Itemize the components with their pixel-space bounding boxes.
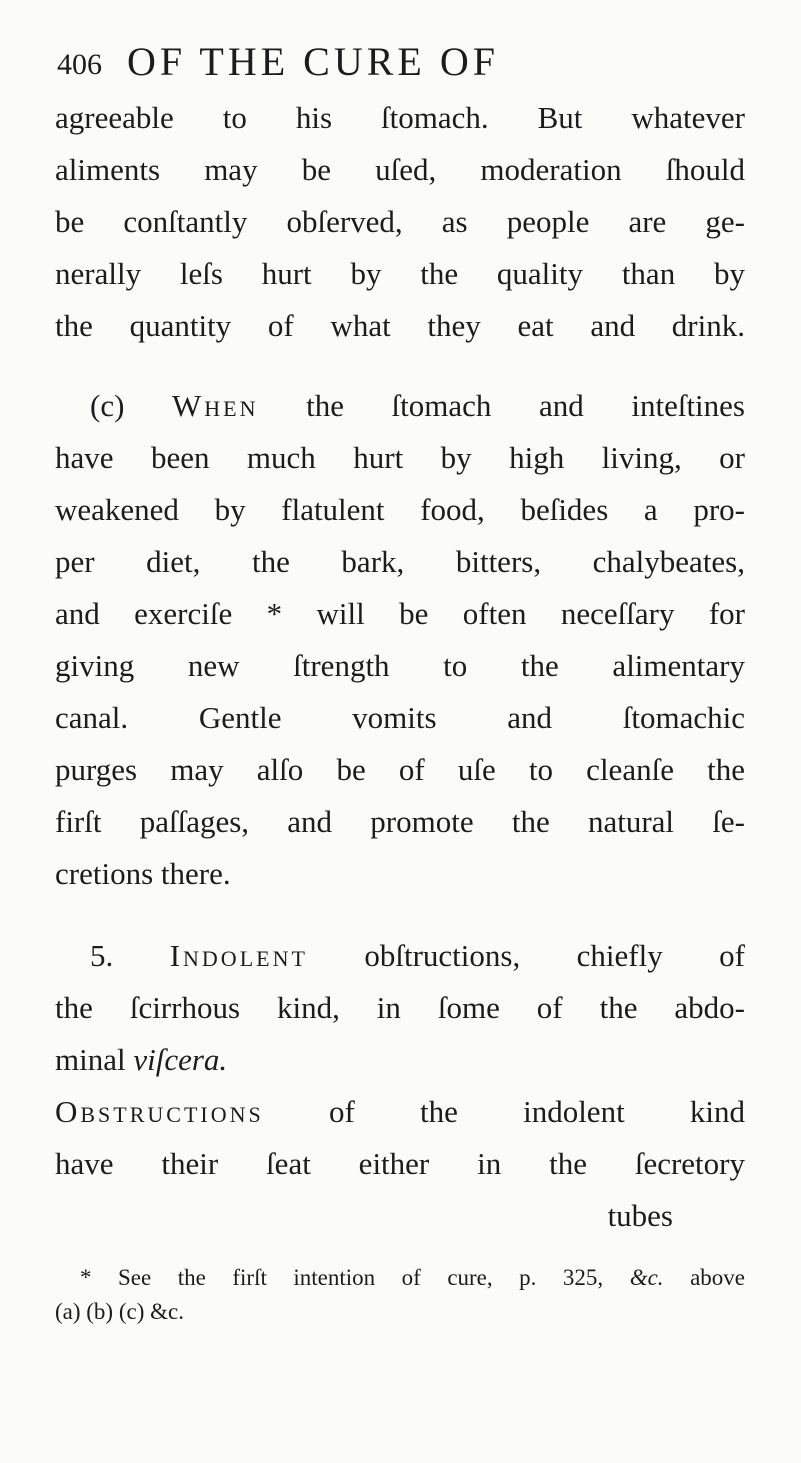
paragraph-c-first-line <box>90 386 745 426</box>
text-line: the ſcirrhous kind, in ſome of the abdo- <box>55 990 745 1025</box>
text-line: firſt paſſages, and promote the natural ſe- <box>55 804 745 839</box>
text-line: giving new ſtrength to the alimentary <box>55 648 745 683</box>
text-line: have their ſeat either in the ſecretory <box>55 1146 745 1181</box>
section-5-heading-line <box>90 936 745 976</box>
text-line: be conſtantly obſerved, as people are ge- <box>55 204 745 239</box>
paragraph-lead-word: When <box>172 388 259 423</box>
text-line: nerally leſs hurt by the quality than by <box>55 256 745 291</box>
text-fragment: See the firſt intention of cure, p. 325, <box>118 1265 604 1290</box>
footnote-refs: (a) (b) (c) &c. <box>55 1299 184 1324</box>
text-fragment: obſtructions, chiefly of <box>364 938 745 973</box>
text-fragment: of the indolent kind <box>328 1094 746 1129</box>
text-line: weakened by flatulent food, beſides a pro- <box>55 492 745 527</box>
obstructions-first-line <box>55 1092 745 1132</box>
text-line <box>55 1040 227 1080</box>
italic-term: viſcera. <box>133 1042 228 1077</box>
text-line: purges may alſo be of uſe to cleanſe the <box>55 752 745 787</box>
text-line: cretions there. <box>55 856 231 891</box>
text-line: per diet, the bark, bitters, chalybeates, <box>55 544 745 579</box>
footnote-marker: * <box>80 1265 92 1290</box>
text-line: aliments may be uſed, moderation ſhould <box>55 152 745 187</box>
text-line: and exerciſe * will be often neceſſary for <box>55 596 745 631</box>
text-fragment: the ſtomach and inteſtines <box>306 388 745 423</box>
text-line: the quantity of what they eat and drink. <box>55 308 745 343</box>
text-line: have been much hurt by high living, or <box>55 440 745 475</box>
page-number: 406 <box>57 48 102 81</box>
footnote-line <box>80 1263 745 1293</box>
section-lead-word: Indolent <box>169 938 308 973</box>
paragraph-marker: (c) <box>90 388 125 423</box>
text-fragment: minal <box>55 1042 126 1077</box>
page-header <box>57 38 707 94</box>
text-fragment: &c. <box>629 1265 664 1290</box>
running-head: OF THE CURE OF <box>127 39 499 84</box>
paragraph-lead-word: Obstructions <box>55 1094 264 1129</box>
catchword: tubes <box>607 1198 673 1233</box>
text-line: agreeable to his ſtomach. But whatever <box>55 100 745 135</box>
section-number: 5. <box>90 938 114 973</box>
text-line: canal. Gentle vomits and ſtomachic <box>55 700 745 735</box>
text-fragment: above <box>690 1265 745 1290</box>
